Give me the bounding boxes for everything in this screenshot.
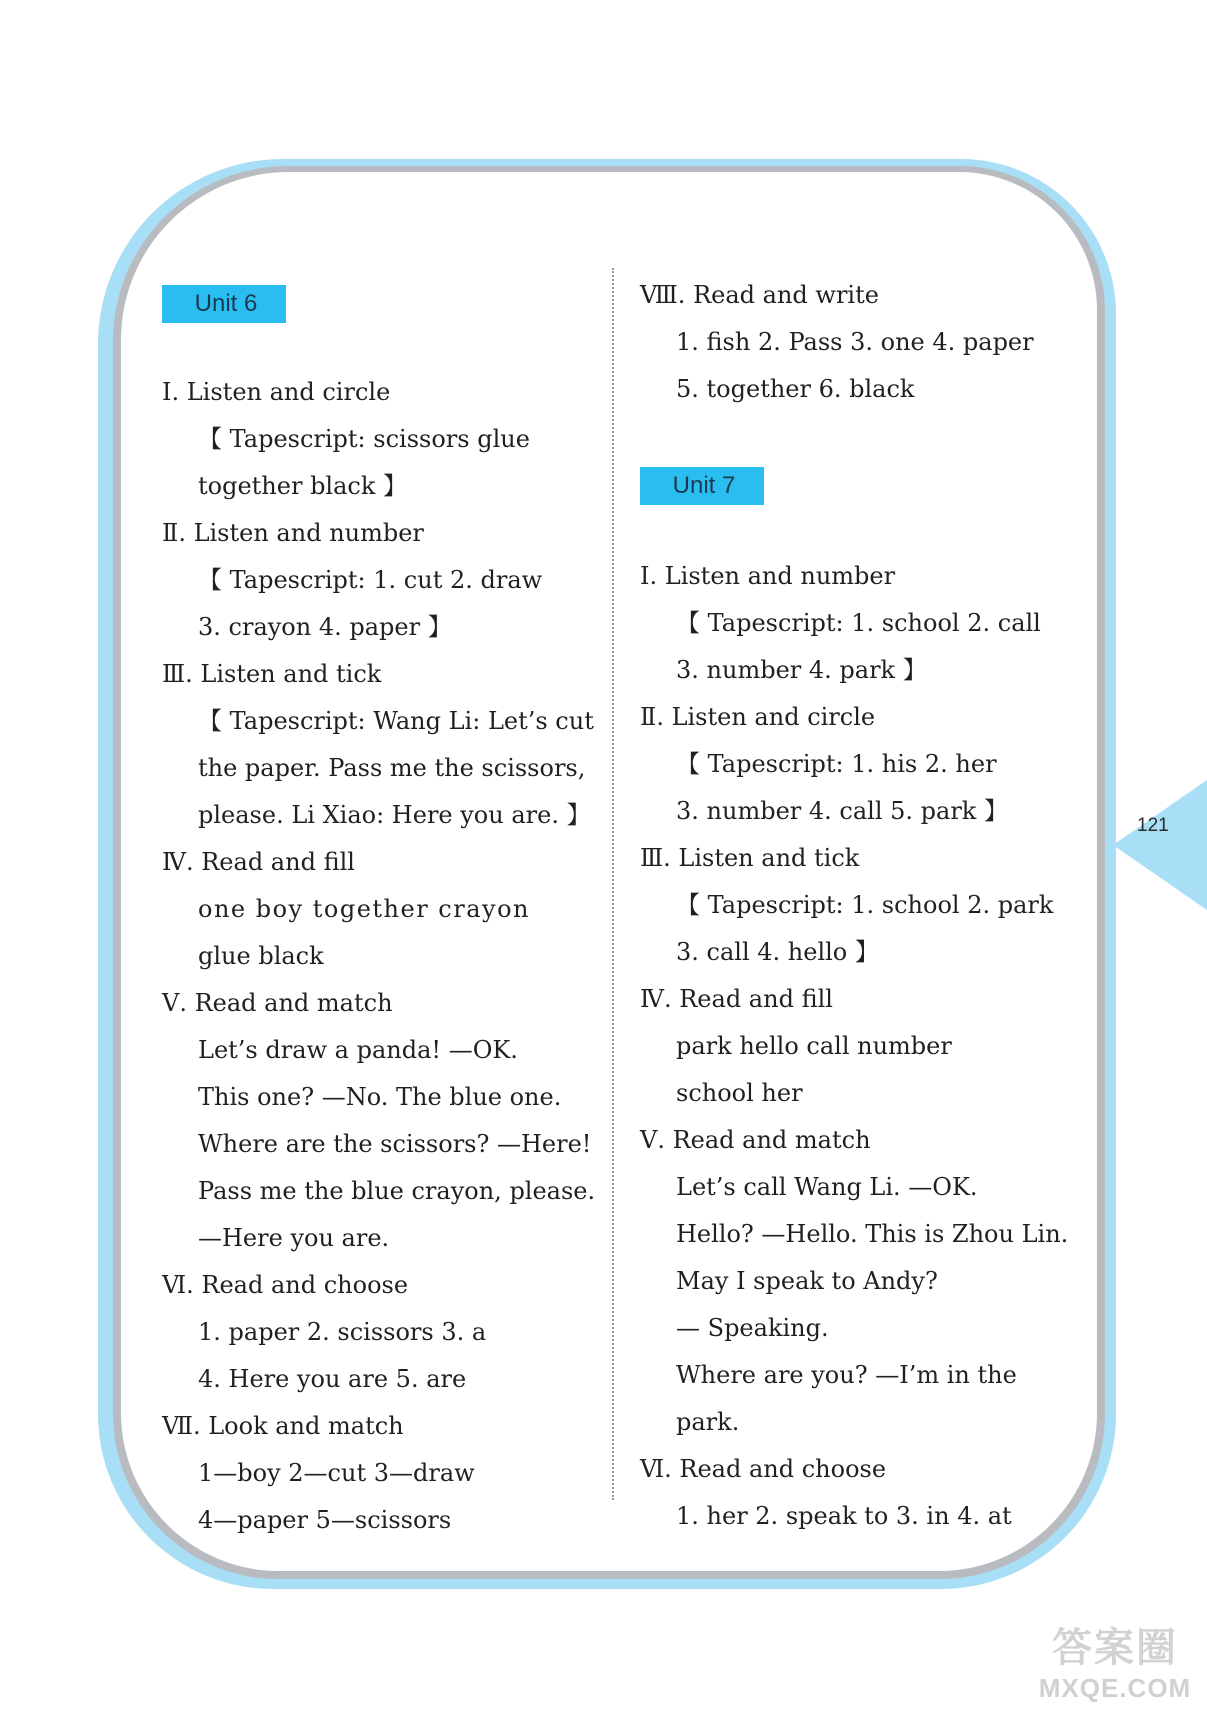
- answer-line: 4. Here you are 5. are: [198, 1365, 467, 1393]
- answer-line: Hello? —Hello. This is Zhou Lin.: [676, 1220, 1069, 1248]
- section-heading: Ⅱ. Listen and circle: [640, 703, 876, 731]
- answer-line: 3. number 4. park 】: [676, 656, 927, 684]
- answer-line: glue black: [198, 942, 324, 970]
- answer-line: 【 Tapescript: 1. cut 2. draw: [198, 566, 543, 594]
- answer-line: 【 Tapescript: 1. school 2. call: [676, 609, 1041, 637]
- page-number: 121: [1137, 815, 1169, 836]
- answer-line: Let’s draw a panda! —OK.: [198, 1036, 518, 1064]
- answer-line: please. Li Xiao: Here you are. 】: [198, 801, 591, 829]
- answer-line: 5. together 6. black: [676, 375, 915, 403]
- answer-line: 【 Tapescript: 1. his 2. her: [676, 750, 997, 778]
- section-heading: Ⅷ. Read and write: [640, 281, 879, 309]
- left-column: [162, 280, 602, 1544]
- section-heading: Ⅲ. Listen and tick: [640, 844, 860, 872]
- section-heading: Ⅳ. Read and fill: [640, 985, 833, 1013]
- answer-line: 3. crayon 4. paper 】: [198, 613, 452, 641]
- answer-line: Where are you? —I’m in the: [676, 1361, 1017, 1389]
- answer-line: Let’s call Wang Li. —OK.: [676, 1173, 978, 1201]
- column-divider: [612, 268, 614, 1500]
- watermark-top-text: 答案圈: [1052, 1626, 1178, 1670]
- section-heading: Ⅰ. Listen and circle: [162, 378, 391, 406]
- answer-line: 1. her 2. speak to 3. in 4. at: [676, 1502, 1012, 1530]
- watermark-bottom-text: MXQE.COM: [1038, 1673, 1192, 1703]
- answer-line: one boy together crayon: [198, 895, 530, 923]
- answer-line: 1—boy 2—cut 3—draw: [198, 1459, 475, 1487]
- answer-line: school her: [676, 1079, 803, 1107]
- section-heading: Ⅶ. Look and match: [162, 1412, 404, 1440]
- answer-line: the paper. Pass me the scissors,: [198, 754, 586, 782]
- answer-line: 1. fish 2. Pass 3. one 4. paper: [676, 328, 1034, 356]
- answer-line: 【 Tapescript: 1. school 2. park: [676, 891, 1054, 919]
- section-heading: Ⅵ. Read and choose: [640, 1455, 887, 1483]
- answer-line: 【 Tapescript: scissors glue: [198, 425, 530, 453]
- page-tab-triangle: [1113, 780, 1207, 910]
- answer-line: Pass me the blue crayon, please.: [198, 1177, 596, 1205]
- answer-line: This one? —No. The blue one.: [198, 1083, 562, 1111]
- section-heading: Ⅱ. Listen and number: [162, 519, 424, 547]
- answer-line: — Speaking.: [676, 1314, 829, 1342]
- watermark-logo: [1030, 1625, 1200, 1715]
- answer-line: park hello call number: [676, 1032, 952, 1060]
- section-heading: Ⅳ. Read and fill: [162, 848, 355, 876]
- answer-line: park.: [676, 1408, 740, 1436]
- answer-line: 3. number 4. call 5. park 】: [676, 797, 1008, 825]
- unit-7-tag: Unit 7: [640, 467, 764, 505]
- section-heading: Ⅴ. Read and match: [162, 989, 393, 1017]
- answer-line: 【 Tapescript: Wang Li: Let’s cut: [198, 707, 594, 735]
- section-heading: Ⅵ. Read and choose: [162, 1271, 409, 1299]
- answer-line: 3. call 4. hello 】: [676, 938, 879, 966]
- section-heading: Ⅲ. Listen and tick: [162, 660, 382, 688]
- right-column: [640, 272, 1080, 1540]
- answer-line: 4—paper 5—scissors: [198, 1506, 452, 1534]
- answer-line: —Here you are.: [198, 1224, 390, 1252]
- section-heading: Ⅰ. Listen and number: [640, 562, 896, 590]
- section-heading: Ⅴ. Read and match: [640, 1126, 871, 1154]
- unit-6-tag: Unit 6: [162, 285, 286, 323]
- answer-line: Where are the scissors? —Here!: [198, 1130, 592, 1158]
- answer-line: 1. paper 2. scissors 3. a: [198, 1318, 487, 1346]
- answer-line: May I speak to Andy?: [676, 1267, 938, 1295]
- answer-line: together black 】: [198, 472, 408, 500]
